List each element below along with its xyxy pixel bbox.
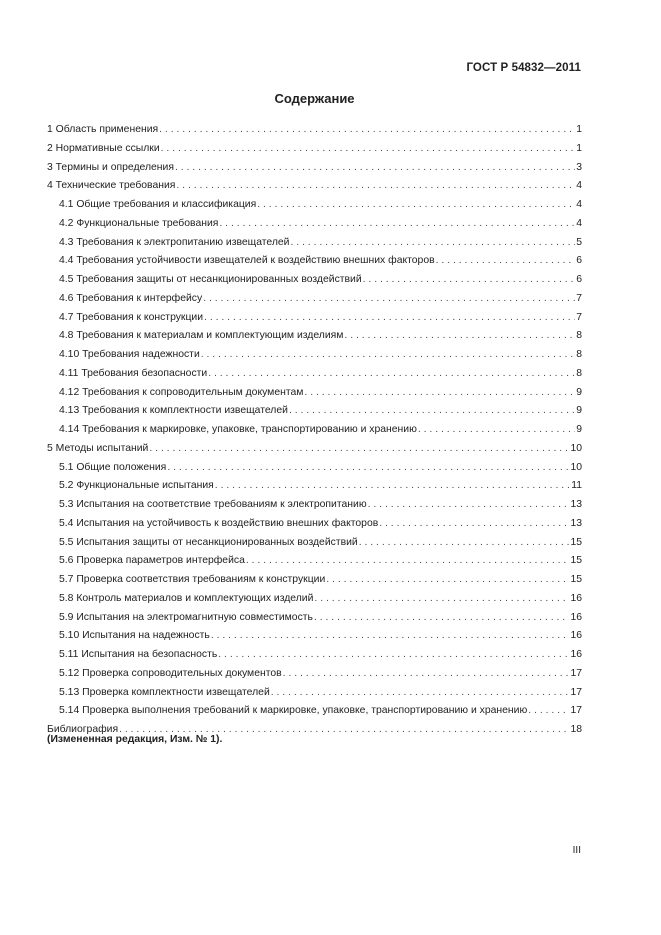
- toc-leader-dots: [314, 609, 569, 628]
- toc-entry-page: 9: [576, 386, 582, 398]
- toc-entry-label: 5.1 Общие положения: [59, 461, 167, 473]
- toc-entry[interactable]: [47, 609, 582, 628]
- toc-entry-label: 5.13 Проверка комплектности извещателей: [59, 686, 270, 698]
- toc-leader-dots: [363, 271, 576, 290]
- toc-entry-label: 4.13 Требования к комплектности извещателей: [59, 405, 288, 417]
- toc-entry[interactable]: [47, 571, 582, 590]
- toc-entry-page: 13: [570, 517, 582, 529]
- toc-entry[interactable]: [47, 384, 582, 403]
- toc-entry-label: 4.3 Требования к электропитанию извещателей: [59, 236, 290, 248]
- toc-entry[interactable]: [47, 402, 582, 421]
- toc-entry-label: 5.8 Контроль материалов и комплектующих изделий: [59, 592, 314, 604]
- toc-entry[interactable]: [47, 515, 582, 534]
- toc-entry-label: 5.14 Проверка выполнения требований к маркировке, упаковке, транспортированию и хранению: [59, 705, 528, 717]
- toc-entry-label: 4.1 Общие требования и классификация: [59, 199, 257, 210]
- toc-entry[interactable]: [47, 665, 582, 684]
- toc-entry[interactable]: [47, 365, 582, 384]
- toc-leader-dots: [149, 440, 569, 459]
- toc-entry-page: 7: [576, 311, 582, 323]
- toc-leader-dots: [203, 290, 575, 309]
- toc-entry[interactable]: [47, 477, 582, 496]
- toc-leader-dots: [326, 571, 569, 590]
- toc-entry-label: 4.11 Требования безопасности: [59, 367, 208, 379]
- toc-entry-label: 4.5 Требования защиты от несанкционированных воздействий: [59, 274, 362, 285]
- toc-entry-label: 3 Термины и определения: [47, 161, 174, 173]
- toc-entry-label: 5.10 Испытания на надежность: [59, 630, 210, 642]
- toc-entry-page: 10: [570, 442, 582, 454]
- toc-entry-label: 5 Методы испытаний: [47, 442, 149, 454]
- toc-leader-dots: [359, 534, 570, 553]
- toc-entry-label: 4.14 Требования к маркировке, упаковке, транспортированию и хранению: [59, 424, 417, 435]
- toc-entry-page: 15: [570, 536, 582, 548]
- toc-leader-dots: [418, 421, 575, 440]
- toc-entry[interactable]: [47, 346, 582, 365]
- toc-entry[interactable]: [47, 496, 582, 515]
- toc-entry[interactable]: [47, 590, 582, 609]
- toc-leader-dots: [289, 402, 575, 421]
- toc-entry-page: 11: [571, 480, 582, 492]
- toc-entry-label: 5.7 Проверка соответствия требованиям к конструкции: [59, 574, 326, 585]
- toc-entry[interactable]: [47, 459, 582, 478]
- toc-entry[interactable]: [47, 702, 582, 721]
- toc-leader-dots: [271, 684, 570, 703]
- toc-title: Содержание: [274, 91, 355, 106]
- toc-entry-page: 15: [570, 574, 582, 585]
- toc-entry-page: 9: [576, 405, 582, 417]
- toc-entry[interactable]: [47, 196, 582, 215]
- toc-entry-page: 6: [576, 255, 582, 267]
- toc-entry[interactable]: [47, 252, 582, 271]
- toc-entry[interactable]: [47, 177, 582, 196]
- toc-entry[interactable]: [47, 290, 582, 309]
- toc-leader-dots: [211, 627, 570, 646]
- toc-entry[interactable]: [47, 646, 582, 665]
- toc-entry-label: 4 Технические требования: [47, 180, 176, 192]
- toc-leader-dots: [204, 309, 575, 328]
- toc-entry-page: 17: [570, 667, 582, 679]
- toc-entry-page: 15: [570, 555, 582, 567]
- toc-entry-page: 6: [576, 274, 582, 285]
- toc-entry-page: 16: [570, 611, 582, 623]
- toc-entry-page: 3: [576, 161, 582, 173]
- toc-entry[interactable]: [47, 421, 582, 440]
- toc-entry-label: 4.7 Требования к конструкции: [59, 311, 204, 323]
- page-number: III: [572, 845, 581, 856]
- toc-entry-page: 17: [570, 686, 582, 698]
- toc-entry-label: 5.4 Испытания на устойчивость к воздействию внешних факторов: [59, 517, 379, 529]
- toc-leader-dots: [175, 159, 575, 178]
- toc-entry-label: 5.5 Испытания защиты от несанкционированных воздействий: [59, 536, 358, 548]
- toc-entry[interactable]: [47, 552, 582, 571]
- toc-entry-page: 4: [576, 199, 582, 210]
- toc-leader-dots: [218, 646, 569, 665]
- toc-entry[interactable]: [47, 140, 582, 159]
- toc-entry-label: 5.3 Испытания на соответствие требованиям к электропитанию: [59, 499, 367, 510]
- toc-entry-label: 4.6 Требования к интерфейсу: [59, 292, 203, 304]
- toc-leader-dots: [344, 327, 575, 346]
- toc-entry-label: 5.12 Проверка сопроводительных документов: [59, 667, 282, 679]
- toc-entry-label: 4.2 Функциональные требования: [59, 217, 219, 229]
- toc-entry[interactable]: [47, 234, 582, 253]
- toc-entry-page: 16: [570, 630, 582, 642]
- toc-entry-page: 18: [570, 724, 582, 735]
- toc-leader-dots: [436, 252, 576, 271]
- toc-leader-dots: [159, 121, 575, 140]
- toc-leader-dots: [215, 477, 570, 496]
- toc-entry-page: 5: [576, 236, 582, 248]
- toc-entry-label: 4.4 Требования устойчивости извещателей к воздействию внешних факторов: [59, 255, 435, 267]
- toc-entry-label: 5.6 Проверка параметров интерфейса: [59, 555, 245, 567]
- toc-entry-label: 4.12 Требования к сопроводительным документам: [59, 386, 304, 398]
- toc-leader-dots: [201, 346, 575, 365]
- toc-entry[interactable]: [47, 271, 582, 290]
- document-code: ГОСТ Р 54832—2011: [466, 62, 581, 74]
- toc-entry-label: 4.10 Требования надежности: [59, 349, 200, 360]
- toc-entry-label: 2 Нормативные ссылки: [47, 142, 160, 154]
- toc-leader-dots: [304, 384, 575, 403]
- toc-entry-label: 1 Область применения: [47, 124, 159, 135]
- toc-entry-label: 4.8 Требования к материалам и комплектующим изделиям: [59, 330, 344, 342]
- toc-leader-dots: [176, 177, 575, 196]
- toc-entry[interactable]: [47, 309, 582, 328]
- toc-entry[interactable]: [47, 440, 582, 459]
- toc-entry-page: 13: [570, 499, 582, 510]
- toc-entry[interactable]: [47, 534, 582, 553]
- toc-entry-page: 8: [576, 330, 582, 342]
- toc-leader-dots: [528, 702, 569, 721]
- toc-entry-page: 17: [570, 705, 582, 717]
- toc-entry-page: 1: [576, 142, 582, 154]
- toc-leader-dots: [161, 140, 576, 159]
- toc-entry-page: 8: [576, 367, 582, 379]
- toc-leader-dots: [314, 590, 569, 609]
- toc-leader-dots: [257, 196, 575, 215]
- toc-entry[interactable]: [47, 159, 582, 178]
- toc-leader-dots: [219, 215, 575, 234]
- amendment-note: (Измененная редакция, Изм. № 1).: [47, 734, 223, 745]
- toc-entry-label: 5.2 Функциональные испытания: [59, 480, 214, 492]
- toc-leader-dots: [246, 552, 570, 571]
- toc-entry[interactable]: [47, 215, 582, 234]
- table-of-contents: [47, 121, 582, 740]
- toc-entry-label: 5.11 Испытания на безопасность: [59, 649, 218, 660]
- toc-entry-page: 4: [576, 180, 582, 192]
- toc-entry[interactable]: [47, 327, 582, 346]
- toc-leader-dots: [208, 365, 575, 384]
- toc-entry-page: 4: [576, 217, 582, 229]
- toc-leader-dots: [283, 665, 570, 684]
- toc-entry-label: Библиография: [47, 724, 119, 735]
- toc-entry-page: 7: [576, 292, 582, 304]
- toc-entry-page: 16: [570, 592, 582, 604]
- toc-entry-page: 8: [576, 349, 582, 360]
- toc-leader-dots: [379, 515, 569, 534]
- toc-entry-label: 5.9 Испытания на электромагнитную совместимость: [59, 611, 313, 623]
- toc-entry-page: 1: [576, 124, 582, 135]
- toc-entry-page: 10: [570, 461, 582, 473]
- toc-leader-dots: [368, 496, 570, 515]
- toc-entry-page: 9: [576, 424, 582, 435]
- toc-entry[interactable]: [47, 627, 582, 646]
- toc-entry-page: 16: [570, 649, 582, 660]
- toc-leader-dots: [167, 459, 569, 478]
- toc-entry[interactable]: [47, 684, 582, 703]
- toc-entry[interactable]: [47, 121, 582, 140]
- toc-leader-dots: [290, 234, 575, 253]
